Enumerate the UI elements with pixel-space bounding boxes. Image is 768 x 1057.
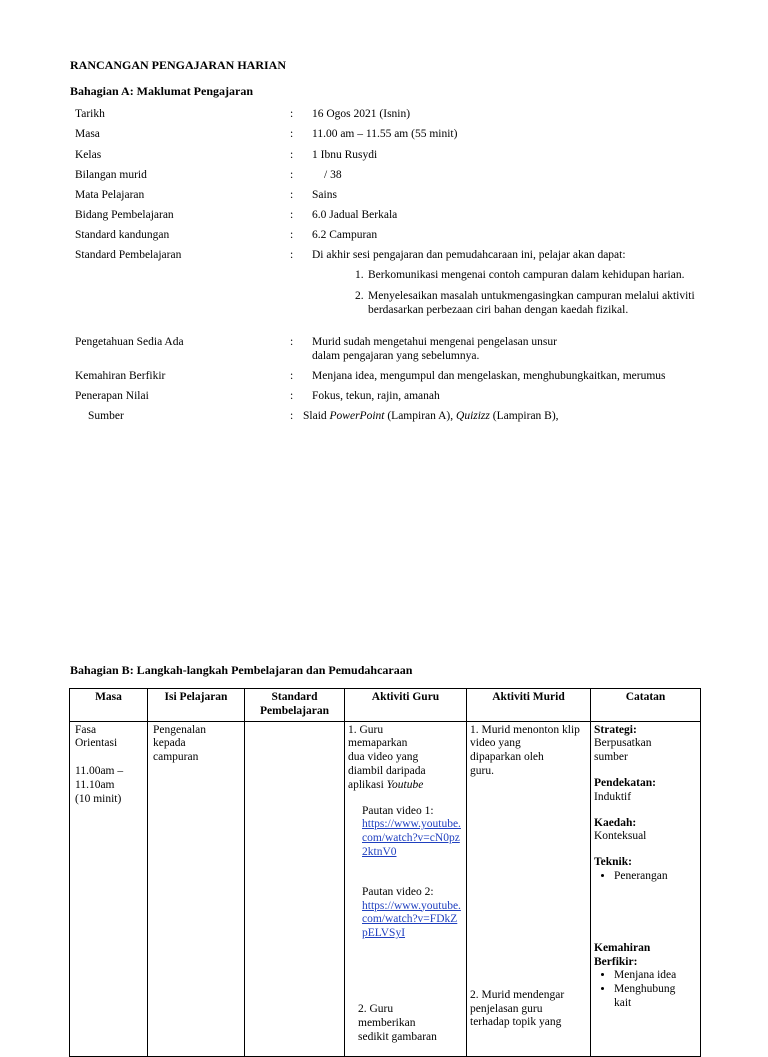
murid-step-1: 1. Murid menonton klip video yang dipaparkan oleh guru. (470, 723, 580, 777)
info-value (303, 410, 723, 424)
header-catatan: Catatan (591, 689, 701, 722)
strategi-label: Strategi: (594, 723, 637, 736)
header-standard-pembelajaran: Standard Pembelajaran (245, 689, 345, 722)
info-value: 6.0 Jadual Berkala (312, 209, 398, 221)
isi-text: Pengenalan kepada campuran (153, 723, 207, 764)
cell-catatan (591, 721, 701, 1056)
info-label: Penerapan Nilai (75, 390, 149, 402)
kb-item: • Menghubung kait (614, 983, 695, 1011)
video1-link[interactable]: https://www.youtube. com/watch?v=cN0pz 2ktnV0 (362, 818, 461, 858)
powerpoint-text: PowerPoint (329, 410, 385, 422)
info-label: Masa (75, 128, 100, 140)
guru-step-1 (348, 724, 461, 793)
info-label: Standard kandungan (75, 229, 170, 241)
info-colon: : (290, 390, 294, 402)
info-colon: : (290, 189, 294, 201)
info-label: Bidang Pembelajaran (75, 209, 174, 221)
info-value: 6.2 Campuran (312, 229, 378, 241)
kemahiran-berfikir-list (594, 969, 695, 1010)
info-value: 11.00 am – 11.55 am (55 minit) (312, 128, 458, 140)
masa-text: Fasa Orientasi 11.00am – 11.10am (10 minit) (75, 723, 124, 805)
section-b-heading: Bahagian B: Langkah-langkah Pembelajaran dan Pemudahcaraan (70, 663, 413, 677)
teknik-item: • Penerangan (614, 870, 695, 884)
objective-text: Berkomunikasi mengenai contoh campuran dalam kehidupan harian. (368, 269, 685, 281)
info-value: Di akhir sesi pengajaran dan pemudahcaraan ini, pelajar akan dapat: (312, 249, 626, 261)
info-value: Murid sudah mengetahui mengenai pengelasan unsur dalam pengajaran yang sebelumnya. (312, 336, 557, 362)
header-aktiviti-guru: Aktiviti Guru (345, 689, 467, 722)
info-colon: : (290, 336, 294, 348)
info-label: Tarikh (75, 108, 105, 120)
cell-isi (148, 721, 245, 1056)
youtube-app-name: Youtube (386, 778, 424, 791)
quizizz-text: Quizizz (456, 410, 490, 422)
header-isi-pelajaran: Isi Pelajaran (148, 689, 245, 722)
info-value: 1 Ibnu Rusydi (312, 149, 378, 161)
video2-link[interactable]: https://www.youtube. com/watch?v=FDkZ pELVSyI (362, 899, 461, 940)
teknik-list (594, 870, 695, 884)
strategi-value: Berpusatkan sumber (594, 737, 652, 764)
guru-step-1-text: 1. Guru memaparkan dua video yang diambil daripada aplikasi (348, 723, 426, 791)
info-colon: : (290, 108, 294, 120)
info-colon: : (290, 229, 294, 241)
kaedah-label: Kaedah: (594, 816, 637, 829)
info-value: 16 Ogos 2021 (Isnin) (312, 108, 411, 120)
cell-standard (245, 721, 345, 1056)
kaedah-value: Konteksual (594, 830, 647, 843)
header-aktiviti-murid: Aktiviti Murid (467, 689, 591, 722)
info-value: / 38 (324, 169, 342, 181)
objective-number: 1. (355, 269, 364, 281)
info-label: Kemahiran Berfikir (75, 370, 166, 382)
info-colon: : (290, 249, 294, 261)
info-label: Sumber (88, 410, 124, 422)
info-label: Standard Pembelajaran (75, 249, 182, 261)
info-colon: : (290, 209, 294, 221)
info-value: Fokus, tekun, rajin, amanah (312, 390, 440, 402)
info-label: Kelas (75, 149, 102, 161)
table-row (70, 721, 701, 1056)
header-masa: Masa (70, 689, 148, 722)
info-colon: : (290, 410, 294, 422)
document-title: RANCANGAN PENGAJARAN HARIAN (70, 58, 286, 72)
info-value: Menjana idea, mengumpul dan mengelaskan, menghubungkaitkan, merumus (312, 370, 666, 382)
sumber-text: (Lampiran A), (384, 410, 457, 422)
cell-masa (70, 721, 148, 1056)
guru-step-2: 2. Guru memberikan sedikit gambaran (358, 1002, 437, 1043)
lesson-steps-table (69, 688, 701, 1057)
kb-item: • Menjana idea (614, 969, 695, 983)
section-a-heading: Bahagian A: Maklumat Pengajaran (70, 84, 254, 98)
objective-number: 2. (355, 290, 364, 302)
kemahiran-berfikir-label: Kemahiran Berfikir: (594, 941, 651, 968)
cell-aktiviti-guru (345, 721, 467, 1056)
teknik-label: Teknik: (594, 856, 632, 869)
objective-text: Menyelesaikan masalah untukmengasingkan campuran melalui aktiviti berdasarkan perbezaan ciri bahan dengan kaedah fizikal. (368, 290, 695, 316)
info-colon: : (290, 149, 294, 161)
info-colon: : (290, 128, 294, 140)
info-label: Pengetahuan Sedia Ada (75, 336, 184, 348)
info-label: Mata Pelajaran (75, 189, 145, 201)
sumber-text: Slaid (303, 410, 330, 422)
info-label: Bilangan murid (75, 169, 147, 181)
info-colon: : (290, 370, 294, 382)
video1-label: Pautan video 1: (362, 804, 434, 817)
info-colon: : (290, 169, 294, 181)
table-header-row (70, 689, 701, 722)
video2-label: Pautan video 2: (362, 885, 434, 898)
sumber-text: (Lampiran B), (489, 410, 559, 422)
cell-aktiviti-murid (467, 721, 591, 1056)
info-value: Sains (312, 189, 337, 201)
murid-step-2: 2. Murid mendengar penjelasan guru terhadap topik yang (470, 988, 565, 1029)
pendekatan-value: Induktif (594, 790, 632, 803)
pendekatan-label: Pendekatan: (594, 776, 656, 789)
